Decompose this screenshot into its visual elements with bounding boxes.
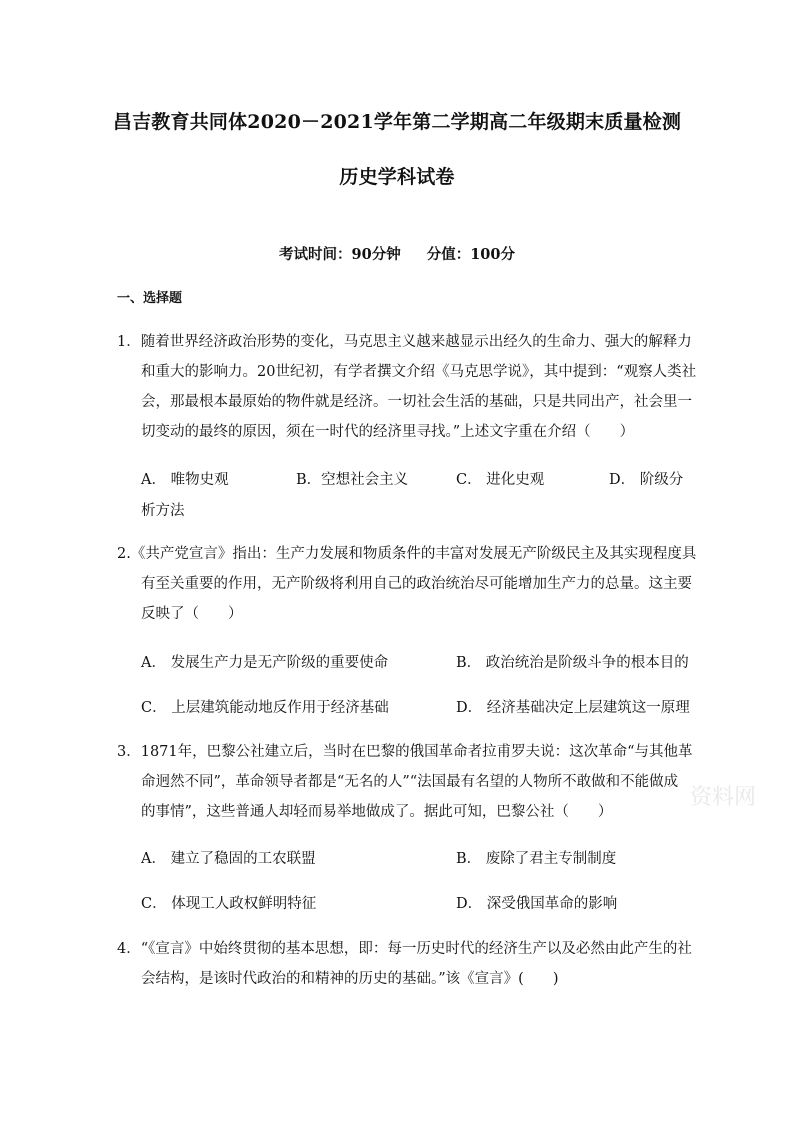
option-c[interactable]: C． 上层建筑能动地反作用于经济基础 [141,700,389,716]
question-2 [117,539,696,629]
watermark: 资料网 [690,785,757,810]
question-line: 1．随着世界经济政治形势的变化，马克思主义越来越显示出经久的生命力、强大的解释力 [117,334,692,350]
question-line: 4．“《宣言》中始终贯彻的基本思想，即：每一历史时代的经济生产以及必然由此产生的社 [117,941,692,957]
option-c[interactable]: C． 体现工人政权鲜明特征 [141,896,317,912]
exam-subtitle: 历史学科试卷 [339,166,455,188]
question-line: 反映了（ ） [141,606,243,622]
option-d-wrap: 析方法 [141,503,185,519]
option-a[interactable]: A． 建立了稳固的工农联盟 [141,851,316,867]
question-line: 和重大的影响力。20世纪初，有学者撰文介绍《马克思学说》，其中提到：“观察人类社 [141,364,697,380]
exam-meta [0,243,794,264]
option-a[interactable]: A． 发展生产力是无产阶级的重要使命 [141,655,389,671]
exam-score: 分值：100分 [426,246,515,263]
question-line: 命迥然不同”，革命领导者都是“无名的人”“法国最有名望的人物所不敢做和不能做成 [141,774,679,790]
exam-title: 昌吉教育共同体2020－2021学年第二学期高二年级期末质量检测 [112,111,682,133]
question-line: 会结构，是该时代政治的和精神的历史的基础。”该《宣言》( ) [141,971,559,987]
question-1 [117,327,696,447]
option-d[interactable]: D． 阶级分 [609,472,684,488]
question-line: 3．1871年，巴黎公社建立后，当时在巴黎的俄国革命者拉甫罗夫说：这次革命“与其他革 [117,744,693,760]
question-3 [117,737,693,827]
question-line: 的事情”，这些普通人却轻而易举地做成了。据此可知，巴黎公社（ ） [141,804,613,820]
option-a[interactable]: A． 唯物史观 [141,472,229,488]
question-line: 会，那最根本最原始的物件就是经济。一切社会生活的基础，只是共同出产，社会里一 [141,394,692,410]
option-b[interactable]: B． 政治统治是阶级斗争的根本目的 [456,655,689,671]
question-line: 有至关重要的作用，无产阶级将利用自己的政治统治尽可能增加生产力的总量。这主要 [141,576,692,592]
option-d[interactable]: D． 深受俄国革命的影响 [456,896,618,912]
question-line: 2.《共产党宣言》指出：生产力发展和物质条件的丰富对发展无产阶级民主及其实现程度具 [117,546,697,562]
option-b[interactable]: B．空想社会主义 [296,472,409,488]
option-d[interactable]: D． 经济基础决定上层建筑这一原理 [456,700,690,716]
section-heading: 一、选择题 [117,291,183,306]
option-b[interactable]: B． 废除了君主专制制度 [456,851,617,867]
exam-time: 考试时间：90分钟 [279,246,401,263]
option-c[interactable]: C． 进化史观 [456,472,545,488]
question-line: 切变动的最终的原因，须在一时代的经济里寻找。”上述文字重在介绍（ ） [141,424,635,440]
question-4 [117,934,692,994]
